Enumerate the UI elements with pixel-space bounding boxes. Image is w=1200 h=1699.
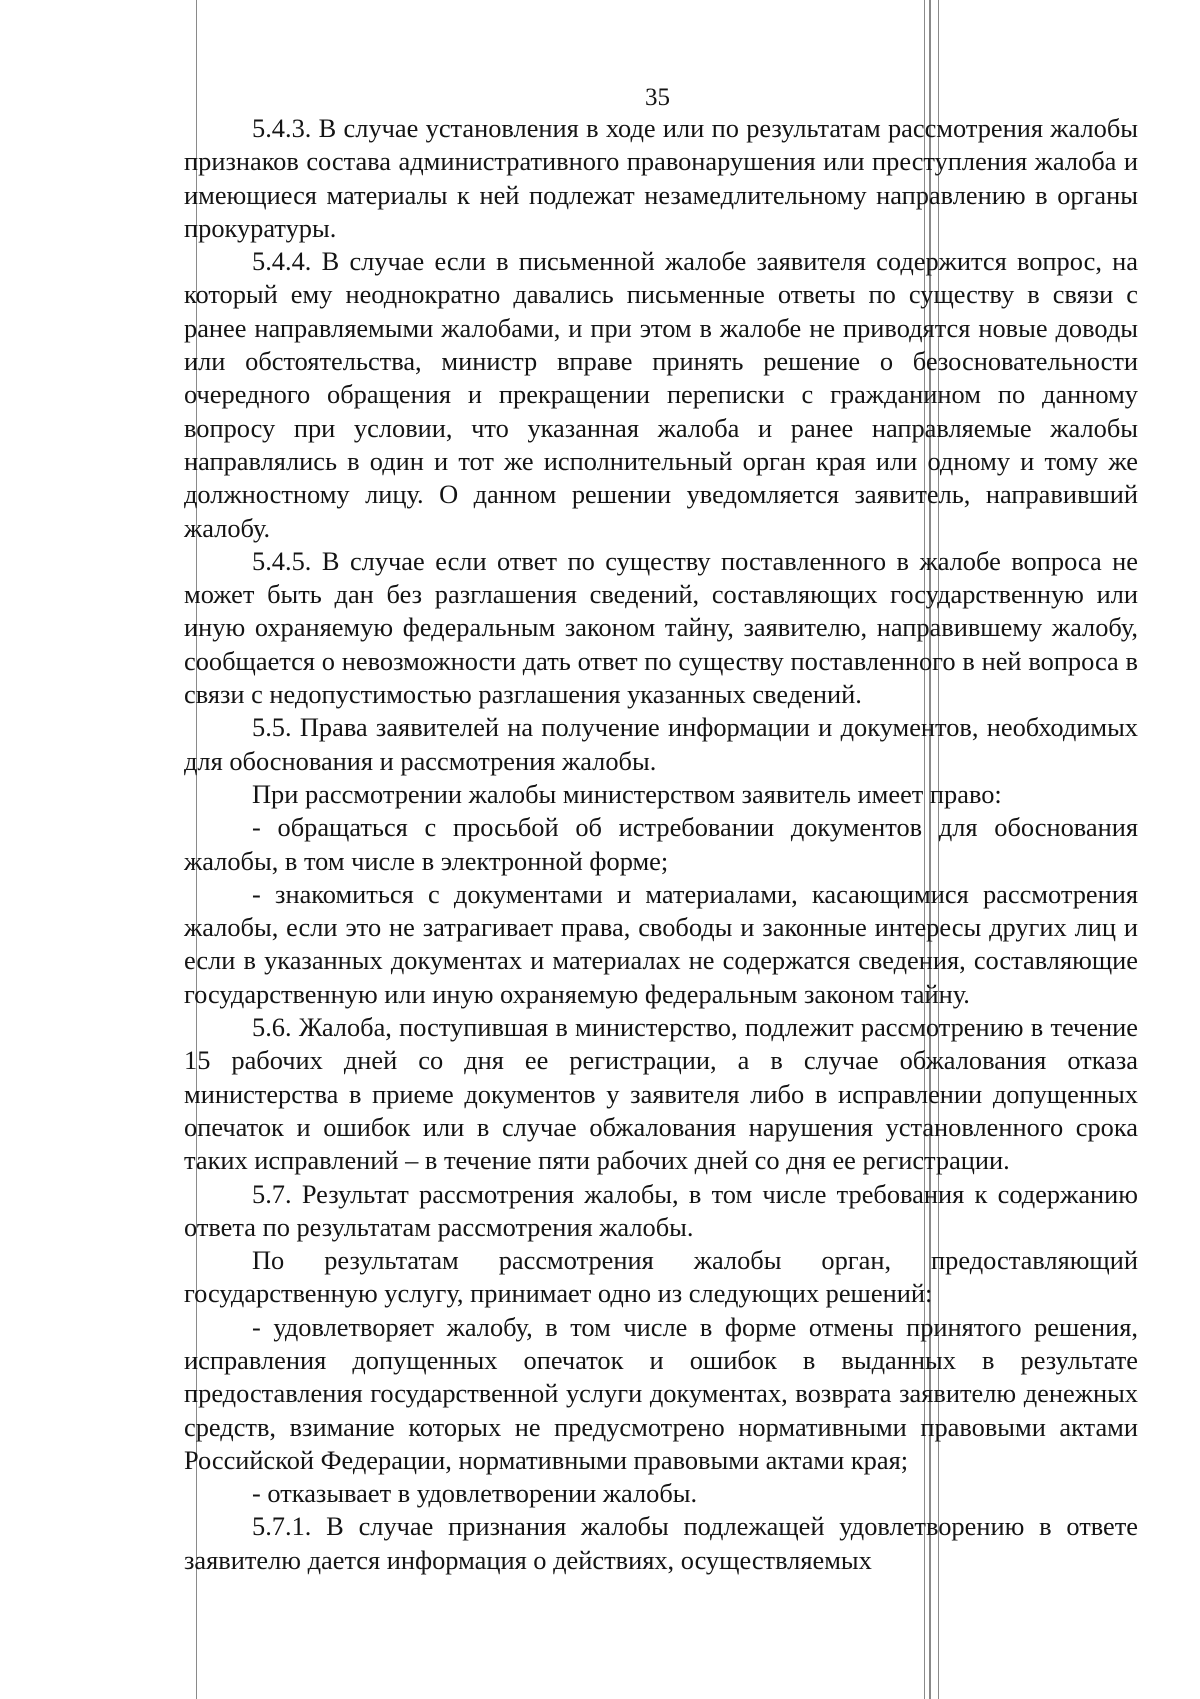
- paragraph-rights-intro: При рассмотрении жалобы министерством заявитель имеет право:: [252, 778, 1002, 809]
- paragraph-5-4-4: 5.4.4. В случае если в письменной жалобе заявителя содержится вопрос, на который ему неоднократно давались письменные ответы по существу в связи с ранее направляемыми жалобами, и при этом в жалобе не приводятся новые доводы или обстоятельства, министр вправе принять решение о безосновательности очередного обращения и прекращении переписки с гражданином по данному вопросу при условии, что указанная жалоба и ранее направляемые жалобы направлялись в один и тот же исполнительный орган края или одному и тому же должностному лицу. О данном решении уведомляется заявитель, направивший жалобу.: [184, 246, 1138, 543]
- heading-5-7: 5.7. Результат рассмотрения жалобы, в том числе требования к содержанию ответа по результатам рассмотрения жалобы.: [184, 1178, 1138, 1242]
- list-item-reject-complaint: - отказывает в удовлетворении жалобы.: [252, 1478, 698, 1509]
- paragraph-5-6: 5.6. Жалоба, поступившая в министерство, подлежит рассмотрению в течение 15 рабочих дней со дня ее регистрации, а в случае обжалования отказа министерства в приеме документов у заявителя либо в исправлении допущенных опечаток и ошибок или в случае обжалования нарушения установленного срока таких исправлений – в течение пяти рабочих дней со дня ее регистрации.: [184, 1012, 1138, 1176]
- page-number: 35: [645, 84, 670, 111]
- list-item-request-documents: - обращаться с просьбой об истребовании документов для обоснования жалобы, в том числе в электронной форме;: [184, 812, 1138, 876]
- paragraph-5-4-5: 5.4.5. В случае если ответ по существу поставленного в жалобе вопроса не может быть дан без разглашения сведений, составляющих государственную или иную охраняемую федеральным законом тайну, заявителю, направившему жалобу, сообщается о невозможности дать ответ по существу поставленного в ней вопроса в связи с недопустимостью разглашения указанных сведений.: [184, 545, 1138, 710]
- list-item-review-materials: - знакомиться с документами и материалами, касающимися рассмотрения жалобы, если это не затрагивает права, свободы и законные интересы других лиц и если в указанных документах и материалах не содержатся сведения, составляющие государственную или иную охраняемую федеральным законом тайну.: [184, 878, 1138, 1009]
- heading-5-5: 5.5. Права заявителей на получение информации и документов, необходимых для обоснования и рассмотрения жалобы.: [184, 712, 1138, 776]
- list-item-satisfy-complaint: - удовлетворяет жалобу, в том числе в форме отмены принятого решения, исправления допущенных опечаток и ошибок в выданных в результате предоставления государственной услуги документах, возврата заявителю денежных средств, взимание которых не предусмотрено нормативными правовыми актами Российской Федерации, нормативными правовыми актами края;: [184, 1311, 1138, 1475]
- paragraph-5-4-3: 5.4.3. В случае установления в ходе или по результатам рассмотрения жалобы признаков состава административного правонарушения или преступления жалоба и имеющиеся материалы к ней подлежат незамедлительному направлению в органы прокуратуры.: [184, 113, 1138, 243]
- document-body: [184, 112, 1138, 1577]
- paragraph-decisions-intro: По результатам рассмотрения жалобы орган, предоставляющий государственную услугу, принимает одно из следующих решений:: [184, 1245, 1138, 1309]
- paragraph-5-7-1: 5.7.1. В случае признания жалобы подлежащей удовлетворению в ответе заявителю дается информация о действиях, осуществляемых: [184, 1511, 1138, 1575]
